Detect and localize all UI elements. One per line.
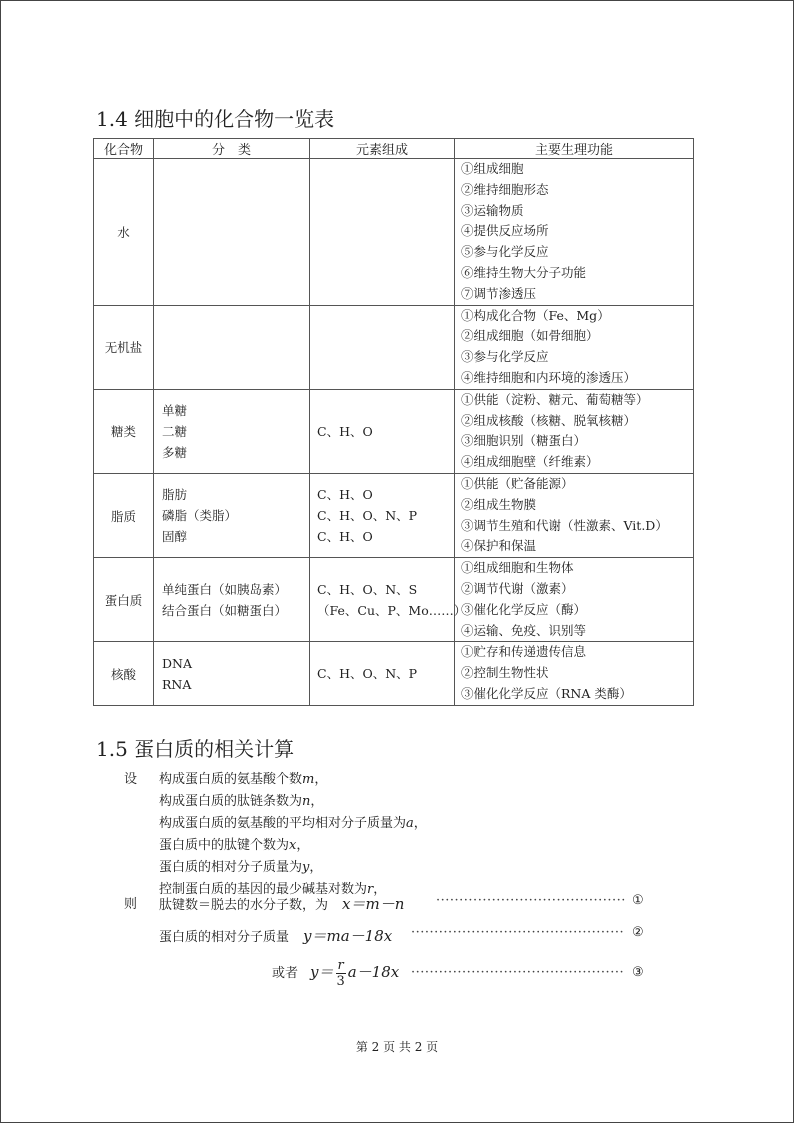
function-item: ③参与化学反应 bbox=[461, 349, 549, 365]
let-line-variable: n bbox=[302, 794, 311, 809]
fraction-numerator: r bbox=[337, 958, 344, 973]
let-line-punct: ， bbox=[310, 794, 324, 809]
element-line: C、H、O bbox=[317, 529, 373, 545]
function-item: ②组成核酸（核糖、脱氧核糖） bbox=[461, 412, 637, 428]
element-composition bbox=[310, 305, 455, 389]
formula-2-number: ② bbox=[632, 925, 644, 940]
let-line-variable: m bbox=[302, 772, 315, 787]
formula-3-rhs: a－18x bbox=[347, 963, 400, 981]
then-label: 则 bbox=[124, 897, 138, 912]
function-item: ①供能（贮备能源） bbox=[461, 475, 574, 491]
function-item: ③运输物质 bbox=[461, 202, 524, 218]
let-line-variable: a bbox=[406, 816, 414, 831]
compound-name: 水 bbox=[94, 159, 154, 306]
function-item: ②调节代谢（激素） bbox=[461, 580, 574, 596]
class-line: 二糖 bbox=[162, 423, 188, 439]
compound-name: 脂质 bbox=[94, 473, 154, 557]
class-line: 结合蛋白（如糖蛋白） bbox=[162, 602, 288, 618]
class-line: 磷脂（类脂） bbox=[162, 508, 238, 524]
formula-2-expr: y＝ma－18x bbox=[303, 927, 393, 945]
function-list bbox=[455, 473, 694, 557]
table-row bbox=[94, 305, 694, 389]
compound-name: 核酸 bbox=[94, 642, 154, 705]
let-line-punct: ， bbox=[314, 772, 328, 787]
formula-3-fraction bbox=[336, 958, 346, 989]
section-title-compounds: 1.4 细胞中的化合物一览表 bbox=[96, 107, 335, 131]
function-item: ④保护和保温 bbox=[461, 538, 537, 554]
function-item: ③催化化学反应（RNA 类酶） bbox=[461, 685, 632, 701]
element-composition bbox=[310, 159, 455, 306]
let-label: 设 bbox=[124, 772, 138, 787]
function-item: ⑦调节渗透压 bbox=[461, 285, 537, 301]
header-elements: 元素组成 bbox=[310, 139, 455, 159]
formula-2 bbox=[159, 925, 392, 946]
function-item: ①供能（淀粉、糖元、葡萄糖等） bbox=[461, 391, 649, 407]
compound-name: 无机盐 bbox=[94, 305, 154, 389]
formula-3 bbox=[272, 958, 399, 989]
compound-table bbox=[93, 138, 694, 706]
let-line-text: 蛋白质的相对分子质量为 bbox=[159, 860, 303, 875]
element-composition bbox=[310, 642, 455, 705]
function-list bbox=[455, 642, 694, 705]
let-line-punct: ， bbox=[373, 882, 387, 897]
class-line: DNA bbox=[162, 655, 192, 671]
element-line: C、H、O、N、P bbox=[317, 508, 418, 524]
let-line-variable: x bbox=[289, 838, 297, 853]
formula-1-number: ① bbox=[632, 893, 644, 908]
function-item: ①组成细胞和生物体 bbox=[461, 560, 574, 576]
formula-1-text: 肽键数＝脱去的水分子数，为 bbox=[159, 898, 329, 913]
function-list bbox=[455, 305, 694, 389]
class-line: 单纯蛋白（如胰岛素） bbox=[162, 581, 288, 597]
compound-class bbox=[154, 159, 310, 306]
compound-name: 蛋白质 bbox=[94, 558, 154, 642]
function-item: ②组成细胞（如骨细胞） bbox=[461, 328, 599, 344]
let-line-text: 构成蛋白质的氨基酸个数 bbox=[159, 772, 303, 787]
let-line bbox=[159, 834, 309, 853]
let-line-variable: y bbox=[302, 860, 310, 875]
function-list bbox=[455, 159, 694, 306]
formula-3-leader: ·············································· bbox=[411, 965, 625, 980]
let-line-punct: ， bbox=[309, 860, 323, 875]
compound-class bbox=[154, 389, 310, 473]
function-item: ①构成化合物（Fe、Mg） bbox=[461, 307, 610, 323]
class-line: 固醇 bbox=[162, 529, 188, 545]
compound-class bbox=[154, 305, 310, 389]
formula-3-number: ③ bbox=[632, 965, 644, 980]
function-item: ②组成生物膜 bbox=[461, 496, 537, 512]
table-row bbox=[94, 389, 694, 473]
let-line-punct: ， bbox=[296, 838, 310, 853]
let-line-text: 构成蛋白质的氨基酸的平均相对分子质量为 bbox=[159, 816, 407, 831]
section-title-protein-calc: 1.5 蛋白质的相关计算 bbox=[96, 737, 295, 761]
compound-class bbox=[154, 558, 310, 642]
element-line: C、H、O bbox=[317, 423, 373, 439]
let-line bbox=[159, 812, 427, 831]
element-line: C、H、O、N、S bbox=[317, 581, 418, 597]
element-line: （Fe、Cu、P、Mo……） bbox=[317, 602, 467, 618]
function-item: ③细胞识别（糖蛋白） bbox=[461, 433, 587, 449]
function-item: ③调节生殖和代谢（性激素、Vit.D） bbox=[461, 517, 668, 533]
function-item: ④组成细胞壁（纤维素） bbox=[461, 454, 599, 470]
table-row bbox=[94, 642, 694, 705]
function-item: ④运输、免疫、识别等 bbox=[461, 622, 587, 638]
class-line: 多糖 bbox=[162, 444, 188, 460]
function-item: ③催化化学反应（酶） bbox=[461, 601, 587, 617]
header-functions: 主要生理功能 bbox=[455, 139, 694, 159]
compound-class bbox=[154, 473, 310, 557]
formula-3-lhs: y＝ bbox=[310, 963, 334, 981]
element-composition bbox=[310, 558, 467, 642]
page-footer: 第 2 页 共 2 页 bbox=[355, 1040, 439, 1054]
function-item: ①组成细胞 bbox=[461, 161, 524, 176]
formula-3-text: 或者 bbox=[272, 966, 299, 981]
table-row bbox=[94, 558, 694, 642]
function-item: ④维持细胞和内环境的渗透压） bbox=[461, 369, 637, 385]
let-line bbox=[159, 768, 327, 787]
element-composition bbox=[310, 473, 455, 557]
let-line-text: 构成蛋白质的肽链条数为 bbox=[159, 794, 303, 809]
let-line-variable: r bbox=[367, 882, 374, 897]
formula-1 bbox=[159, 893, 404, 914]
table-header-row bbox=[94, 139, 694, 159]
function-item: ④提供反应场所 bbox=[461, 223, 549, 239]
table-row bbox=[94, 159, 694, 306]
function-item: ⑤参与化学反应 bbox=[461, 244, 549, 260]
header-class: 分 类 bbox=[154, 139, 310, 159]
class-line: RNA bbox=[162, 676, 192, 692]
element-composition bbox=[310, 389, 455, 473]
function-item: ②控制生物性状 bbox=[461, 665, 549, 681]
let-line bbox=[159, 790, 323, 809]
function-list bbox=[455, 558, 694, 642]
fraction-denominator: 3 bbox=[336, 974, 345, 989]
let-line-punct: ， bbox=[413, 816, 427, 831]
compound-name: 糖类 bbox=[94, 389, 154, 473]
let-line-text: 蛋白质中的肽键个数为 bbox=[159, 838, 290, 853]
class-line: 脂肪 bbox=[162, 487, 188, 503]
element-line: C、H、O、N、P bbox=[317, 666, 418, 682]
function-item: ①贮存和传递遗传信息 bbox=[461, 644, 587, 660]
function-item: ②维持细胞形态 bbox=[461, 181, 549, 197]
formula-2-text: 蛋白质的相对分子质量 bbox=[159, 930, 290, 945]
let-line-text: 控制蛋白质的基因的最少碱基对数为 bbox=[159, 882, 368, 897]
element-line: C、H、O bbox=[317, 487, 373, 503]
let-line bbox=[159, 856, 322, 875]
formula-1-leader: ········································· bbox=[436, 893, 626, 908]
formula-2-leader: ·············································· bbox=[411, 925, 625, 940]
header-compound: 化合物 bbox=[94, 139, 154, 159]
formula-1-expr: x＝m－n bbox=[342, 895, 405, 913]
compound-class bbox=[154, 642, 310, 705]
function-item: ⑥维持生物大分子功能 bbox=[461, 264, 587, 280]
table-row bbox=[94, 473, 694, 557]
class-line: 单糖 bbox=[162, 402, 188, 418]
function-list bbox=[455, 389, 694, 473]
